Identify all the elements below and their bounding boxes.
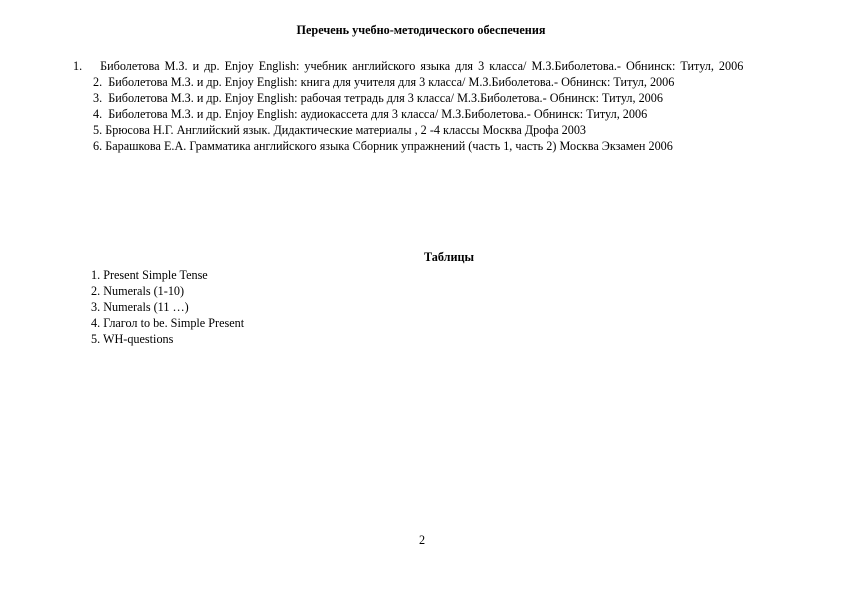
- reference-text: Биболетова М.З. и др. Enjoy English: книга для учителя для 3 класса/ М.З.Биболетова.- Обнинск: Титул, 2006: [108, 75, 675, 89]
- reference-item: [90, 122, 810, 138]
- reference-item: [90, 106, 810, 122]
- tables-list: [91, 267, 244, 347]
- reference-number: 3.: [93, 91, 103, 105]
- reference-number: 4.: [93, 107, 103, 121]
- reference-number: 5.: [93, 123, 103, 137]
- reference-text: Биболетова М.З. и др. Enjoy English: рабочая тетрадь для 3 класса/ М.З.Биболетова.- Обнинск: Титул, 2006: [108, 91, 663, 105]
- table-list-item: 1. Present Simple Tense: [91, 268, 208, 282]
- reference-item: [90, 74, 810, 90]
- reference-text: Барашкова Е.А. Грамматика английского языка Сборник упражнений (часть 1, часть 2) Москва Экзамен 2006: [105, 139, 673, 153]
- tables-section-title: Таблицы: [423, 250, 475, 264]
- reference-text: Биболетова М.З. и др. Enjoy English: учебник английского языка для 3 класса/ М.З.Биболетова.- Обнинск: Титул, 2006: [100, 59, 744, 73]
- reference-item: 1. Биболетова М.З. и др. Enjoy English: учебник английского языка для 3 класса/ М.З.Биболетова.- Обнинск: Титул, 2006: [73, 59, 744, 73]
- reference-text: Биболетова М.З. и др. Enjoy English: аудиокассета для 3 класса/ М.З.Биболетова.- Обнинск: Титул, 2006: [108, 107, 648, 121]
- reference-item: [90, 90, 810, 106]
- table-list-item: 2. Numerals (1-10): [91, 284, 185, 298]
- reference-number: 6.: [93, 139, 103, 153]
- table-list-item: 3. Numerals (11 …): [91, 300, 189, 314]
- reference-text: Брюсова Н.Г. Английский язык. Дидактические материалы , 2 -4 классы Москва Дрофа 2003: [105, 123, 587, 137]
- page-number: 2: [418, 533, 426, 547]
- reference-item: [90, 138, 810, 154]
- references-list: [73, 58, 810, 154]
- table-list-item: 5. WH-questions: [91, 332, 174, 346]
- table-list-item: 4. Глагол to be. Simple Present: [91, 316, 245, 330]
- page-title: Перечень учебно-методического обеспечения: [296, 23, 546, 37]
- reference-number: 2.: [93, 75, 103, 89]
